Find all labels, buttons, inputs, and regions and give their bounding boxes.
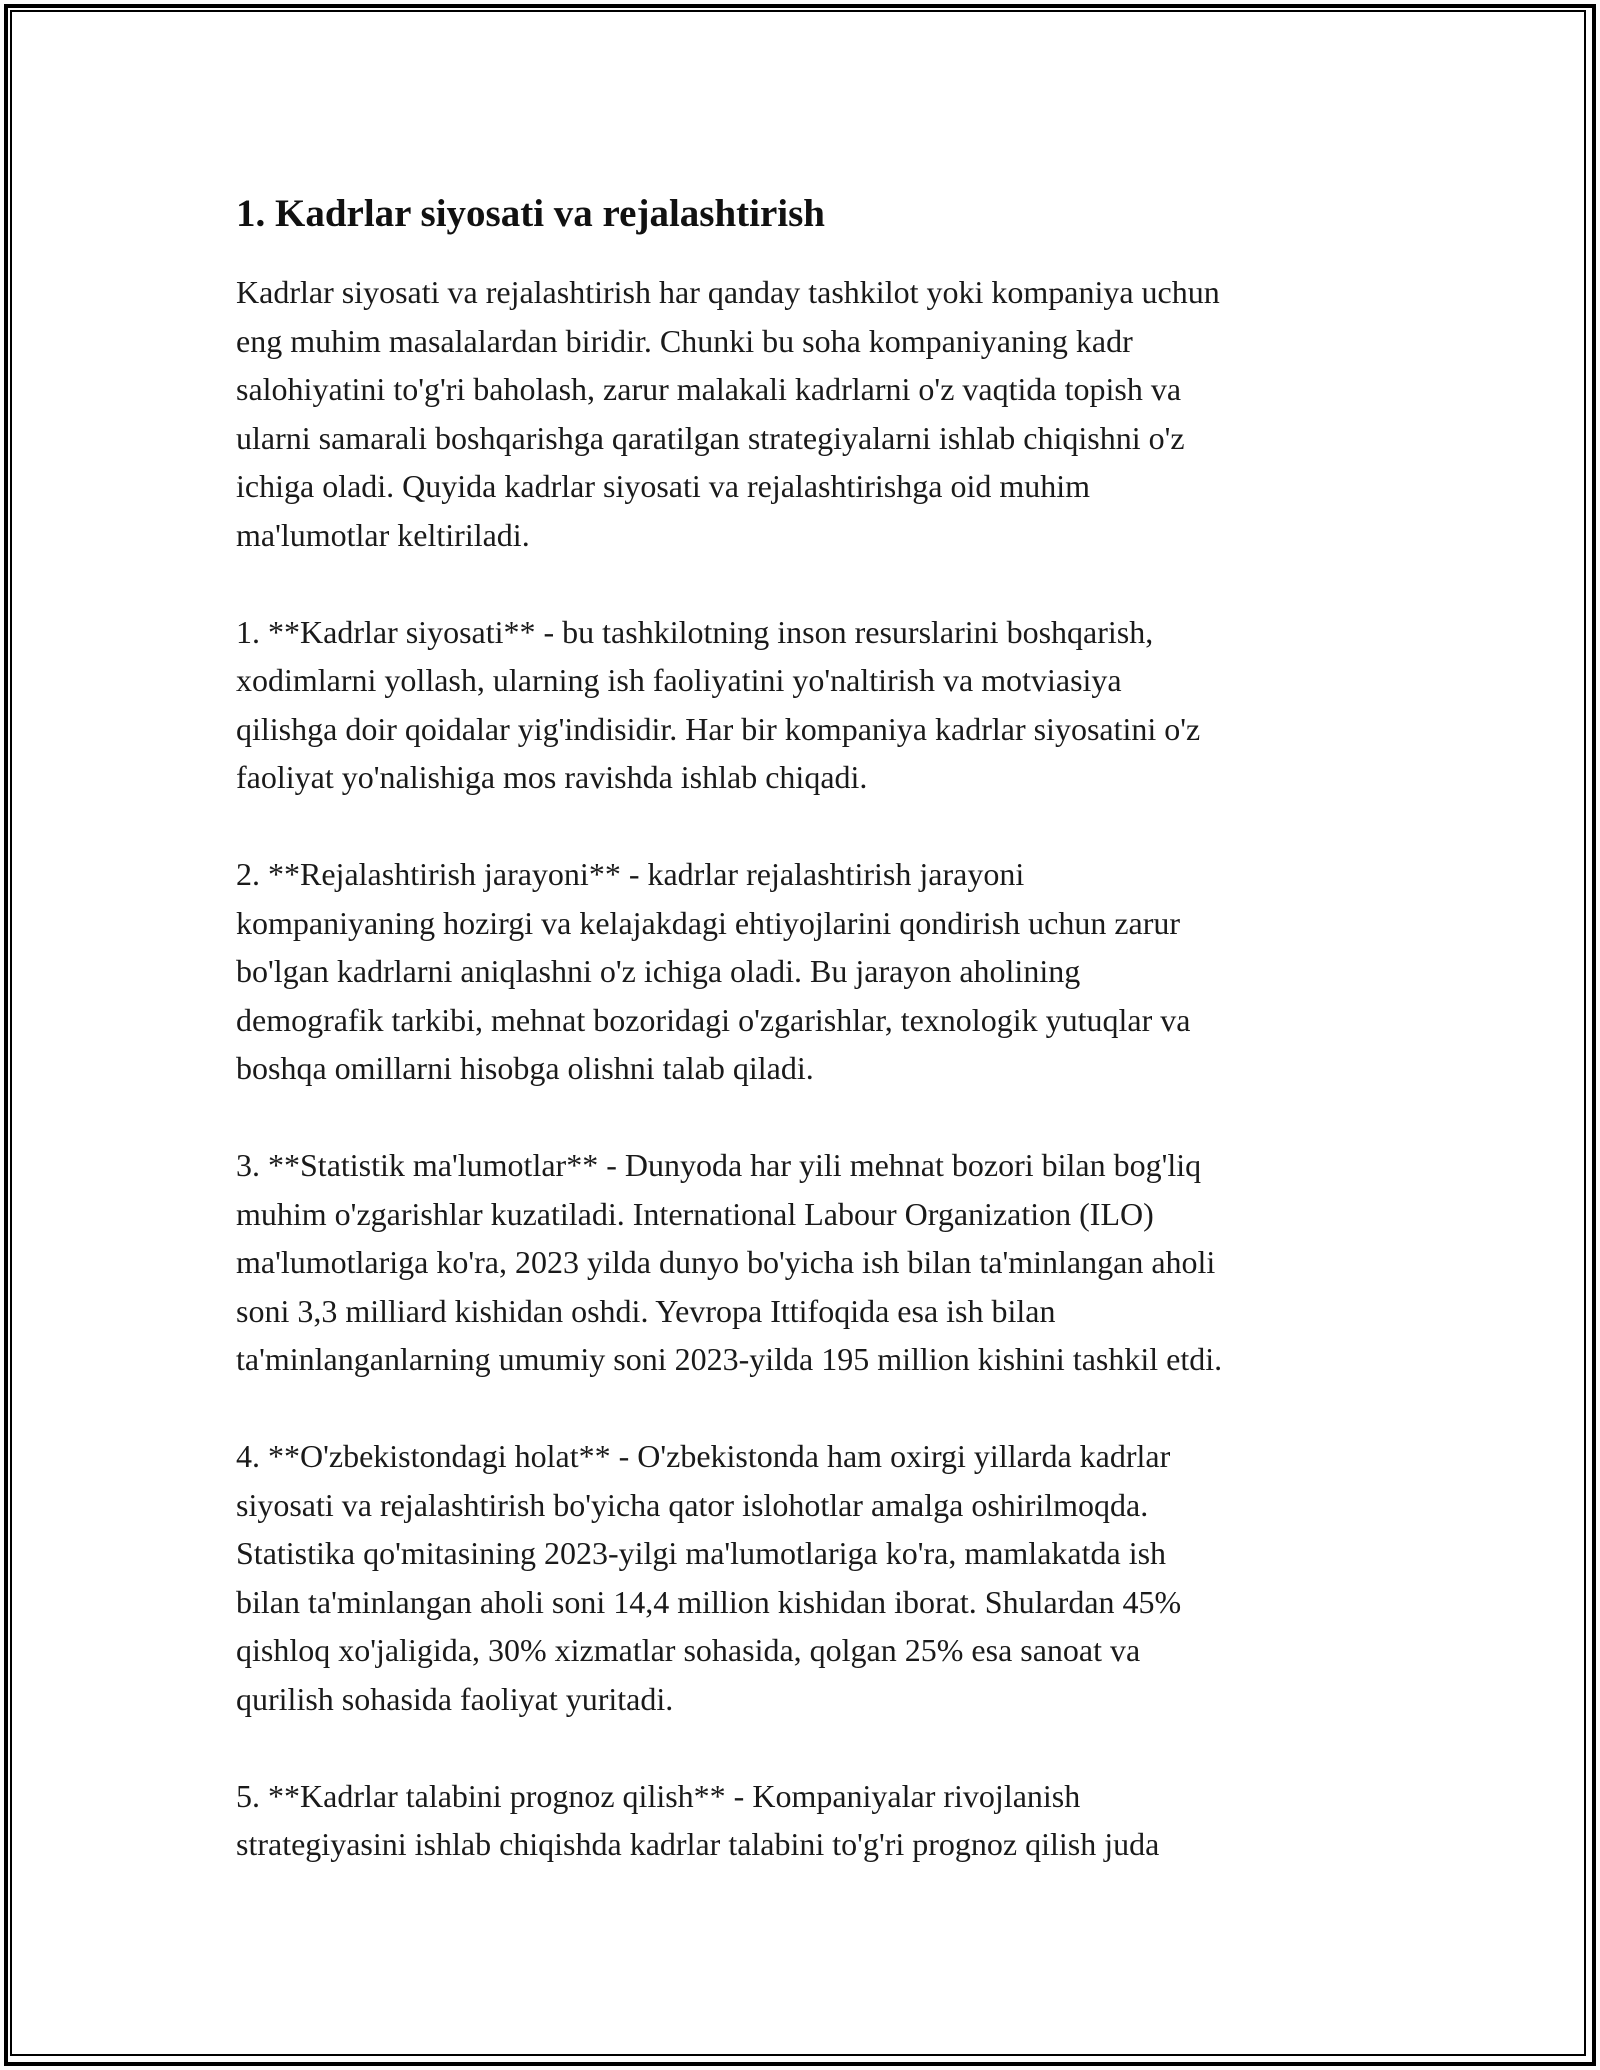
paragraph-rejalashtirish-jarayoni: 2. **Rejalashtirish jarayoni** - kadrlar rejalashtirish jarayoni kompaniyaning hozirgi va kelajakdagi ehtiyojlarini qondirish uchun zarur bo'lgan kadrlarni aniqlashni o'z ichiga oladi. Bu jarayon aholining demografik tarkibi, mehnat bozoridagi o'zgarishlar, texnologik yutuqlar va boshqa omillarni hisobga olishni talab qiladi. (236, 856, 1191, 1086)
paragraph-statistik-malumotlar: 3. **Statistik ma'lumotlar** - Dunyoda har yili mehnat bozori bilan bog'liq muhim o'zgarishlar kuzatiladi. International Labour Organization (ILO) ma'lumotlariga ko'ra, 2023 yilda dunyo bo'yicha ish bilan ta'minlangan aholi soni 3,3 milliard kishidan oshdi. Yevropa Ittifoqida esa ish bilan ta'minlanganlarning umumiy soni 2023-yilda 195 million kishini tashkil etdi. (236, 1147, 1223, 1377)
document-title: 1. Kadrlar siyosati va rejalashtirish (236, 192, 825, 235)
paragraph-ozbekistondagi-holat: 4. **O'zbekistondagi holat** - O'zbekistonda ham oxirgi yillarda kadrlar siyosati va rejalashtirish bo'yicha qator islohotlar amalga oshirilmoqda. Statistika qo'mitasining 2023-yilgi ma'lumotlariga ko'ra, mamlakatda ish bilan ta'minlangan aholi soni 14,4 million kishidan iborat. Shulardan 45% qishloq xo'jaligida, 30% xizmatlar sohasida, qolgan 25% esa sanoat va qurilish sohasida faoliyat yuritadi. (236, 1438, 1182, 1717)
document-body (236, 190, 1386, 1917)
paragraph-kadrlar-talabini-prognoz: 5. **Kadrlar talabini prognoz qilish** - Kompaniyalar rivojlanish strategiyasini ishlab chiqishda kadrlar talabini to'g'ri prognoz qilish juda (236, 1777, 1160, 1862)
intro-paragraph: Kadrlar siyosati va rejalashtirish har qanday tashkilot yoki kompaniya uchun eng muhim masalalardan biridir. Chunki bu soha kompaniyaning kadr salohiyatini to'g'ri baholash, zarur malakali kadrlarni o'z vaqtida topish va ularni samarali boshqarishga qaratilgan strategiyalarni ishlab chiqishni o'z ichiga oladi. Quyida kadrlar siyosati va rejalashtirishga oid muhim ma'lumotlar keltiriladi. (236, 274, 1220, 553)
paragraph-kadrlar-siyosati: 1. **Kadrlar siyosati** - bu tashkilotning inson resurslarini boshqarish, xodimlarni yollash, ularning ish faoliyatini yo'naltirish va motviasiya qilishga doir qoidalar yig'indisidir. Har bir kompaniya kadrlar siyosatini o'z faoliyat yo'nalishiga mos ravishda ishlab chiqadi. (236, 613, 1201, 795)
